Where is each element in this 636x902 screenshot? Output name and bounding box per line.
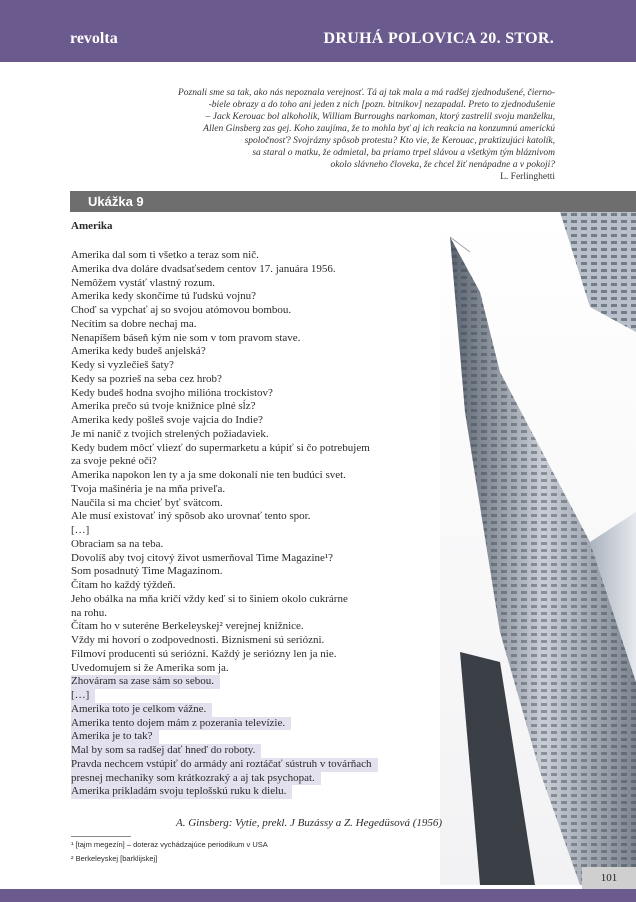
poem-line xyxy=(71,290,441,304)
quote-line: Poznali sme sa tak, ako nás nepoznala verejnosť. Tá aj tak mala a má radšej zjednodušené, čierno- xyxy=(178,88,555,98)
poem-line xyxy=(71,469,441,483)
quote-author: L. Ferlinghetti xyxy=(500,172,555,182)
poem-line xyxy=(71,263,441,277)
chapter-title: DRUHÁ POLOVICA 20. STOR. xyxy=(323,30,554,47)
footnote: ² Berkeleyskej [barklijskej] xyxy=(71,854,158,863)
skyscraper-photo xyxy=(440,212,636,885)
poem-line-text: Uvedomujem si že Amerika som ja. xyxy=(71,661,229,674)
poem-line xyxy=(71,552,441,566)
poem-line-text: Nenapíšem báseň kým nie som v tom pravom stave. xyxy=(71,331,301,344)
poem-line xyxy=(71,373,441,387)
poem-line-text: Vždy mi hovorí o zodpovednosti. Biznismeni sú seriózni. xyxy=(71,634,325,646)
poem-line xyxy=(71,400,441,414)
poem-line-text: Naučila si ma chcieť byť svätcom. xyxy=(71,496,223,509)
poem-line xyxy=(71,345,441,359)
poem-line xyxy=(71,510,441,524)
poem-line-text: Amerika prikladám svoju teplošskú ruku k dielu. xyxy=(71,785,292,799)
poem-line-text: Som posadnutý Time Magazinom. xyxy=(71,565,223,578)
footnotes xyxy=(71,838,268,866)
poem-line-text: Pravda nechcem vstúpiť do armády ani roztáčať sústruh v továrňach xyxy=(71,758,378,772)
poem-line xyxy=(71,579,441,593)
poem-line-text: Amerika dal som ti všetko a teraz som nič. xyxy=(71,249,259,261)
poem-line xyxy=(71,730,441,744)
poem-line xyxy=(71,483,441,497)
poem-line xyxy=(71,703,441,717)
poem-line xyxy=(71,442,441,456)
quote-line: -biele obrazy a do toho ani jeden z nich [pozn. bitnikov] nezapadal. Preto to zjednodušenie xyxy=(208,100,555,110)
poem-line-text: Tvoja mašinéria je na mňa priveľa. xyxy=(71,482,226,495)
poem-line xyxy=(71,359,441,373)
poem-line xyxy=(71,277,441,291)
poem-line-text: Necítim sa dobre nechaj ma. xyxy=(71,317,197,330)
quote-line: spoločnosť? Svojrázny spôsob protestu? Kto vie, že Kerouac, praktizujúci katolík, xyxy=(244,136,555,146)
poem-line xyxy=(71,249,441,263)
poem-line xyxy=(71,497,441,511)
poem-line-text: Amerika je to tak? xyxy=(71,730,159,744)
poem-line xyxy=(71,675,441,689)
poem-line xyxy=(71,607,441,621)
poem-line-text: za svoje pekné oči? xyxy=(71,455,157,468)
citation: A. Ginsberg: Vytie, prekl. J Buzássy a Z. Hegedüsová (1956) xyxy=(176,817,443,829)
poem-line-text: Jeho obálka na mňa kričí vždy keď si to šiniem okolo cukrárne xyxy=(71,592,348,605)
poem-line-text: […] xyxy=(71,689,95,703)
poem-line xyxy=(71,785,441,799)
poem-line xyxy=(71,758,441,772)
poem-line xyxy=(71,662,441,676)
poem-line-text: […] xyxy=(71,524,90,536)
poem-line-text: Kedy budeš hodna svojho milióna trockistov? xyxy=(71,386,273,399)
footnote: ¹ [tajm megezín] – doteraz vychádzajúce periodikum v USA xyxy=(71,840,268,849)
poem-line-text: Kedy sa pozrieš na seba cez hrob? xyxy=(71,372,222,385)
page-header xyxy=(0,0,636,62)
poem-line-text: Amerika napokon len ty a ja sme dokonalí nie ten budúci svet. xyxy=(71,469,346,481)
page-number: 101 xyxy=(582,867,636,889)
quote-line: sa staral o matku, že odmietal, ba priamo trpel slávou a všetkým tým bláznivom xyxy=(252,148,555,158)
poem-line xyxy=(71,689,441,703)
poem-line-text: Čítam ho každý týždeň. xyxy=(71,579,176,591)
poem-line xyxy=(71,620,441,634)
poem-body xyxy=(71,249,441,799)
poem-line-text: Amerika tento dojem mám z pozerania televízie. xyxy=(71,717,291,731)
poem-line-text: Amerika kedy budeš anjelská? xyxy=(71,345,206,358)
poem-line xyxy=(71,428,441,442)
poem-line xyxy=(71,565,441,579)
poem-line-text: Filmoví producenti sú seriózni. Každý je seriózny len ja nie. xyxy=(71,647,337,660)
magazine-name: revolta xyxy=(70,30,118,47)
poem-line-text: Amerika kedy pošleš svoje vajcia do Indie? xyxy=(71,414,263,426)
poem-line xyxy=(71,318,441,332)
intro-quote xyxy=(120,87,555,183)
poem-line xyxy=(71,414,441,428)
poem-line-text: Mal by som sa radšej dať hneď do roboty. xyxy=(71,744,261,758)
poem-line-text: Nemôžem vystáť vlastný rozum. xyxy=(71,276,215,289)
poem-line-text: Kedy si vyzlečieš šaty? xyxy=(71,359,174,371)
poem-line-text: presnej mechaniky som krátkozraký a aj tak psychopat. xyxy=(71,772,321,786)
poem-line xyxy=(71,304,441,318)
poem-line-text: Amerika prečo sú tvoje knižnice plné sĺz? xyxy=(71,400,256,413)
poem-title: Amerika xyxy=(71,220,113,232)
poem-line-text: Dovolíš aby tvoj citový život usmerňoval Time Magazine¹? xyxy=(71,551,334,564)
section-bar xyxy=(70,191,636,212)
quote-line: okolo slávneho človeka, že chcel žiť nenápadne a v pokoji? xyxy=(330,160,555,170)
poem-line xyxy=(71,332,441,346)
poem-line xyxy=(71,717,441,731)
poem-line xyxy=(71,648,441,662)
section-title: Ukážka 9 xyxy=(88,194,144,209)
poem-line-text: na rohu. xyxy=(71,606,108,619)
poem-line-text: Je mi nanič z tvojich strelených požiadaviek. xyxy=(71,427,269,440)
poem-line-text: Čítam ho v suteréne Berkeleyskej² verejnej knižnice. xyxy=(71,620,304,633)
quote-line: Allen Ginsberg zas gej. Koho zaujíma, že to mohla byť aj ich reakcia na konzumnú americkú xyxy=(203,124,555,134)
poem-line xyxy=(71,744,441,758)
footnote-divider xyxy=(71,836,131,837)
poem-line xyxy=(71,455,441,469)
quote-line: – Jack Kerouac bol alkoholik, William Burroughs narkoman, ktorý zastrelil svoju manželku, xyxy=(205,112,555,122)
page-footer xyxy=(0,889,636,902)
poem-line-text: Choď sa vypchať aj so svojou atómovou bombou. xyxy=(71,304,292,316)
poem-line xyxy=(71,524,441,538)
poem-line-text: Obraciam sa na teba. xyxy=(71,537,164,550)
poem-line xyxy=(71,387,441,401)
poem-line-text: Amerika kedy skončíme tú ľudskú vojnu? xyxy=(71,290,257,303)
poem-line-text: Zhováram sa zase sám so sebou. xyxy=(71,675,220,689)
poem-line-text: Ale musí existovať iný spôsob ako urovnať tento spor. xyxy=(71,510,311,523)
poem-line xyxy=(71,538,441,552)
poem-line-text: Amerika toto je celkom vážne. xyxy=(71,703,212,717)
poem-line-text: Amerika dva doláre dvadsaťsedem centov 17. januára 1956. xyxy=(71,262,336,275)
poem-line-text: Kedy budem môcť vliezť do supermarketu a kúpiť si čo potrebujem xyxy=(71,441,370,454)
poem-line xyxy=(71,593,441,607)
poem-line xyxy=(71,772,441,786)
poem-line xyxy=(71,634,441,648)
